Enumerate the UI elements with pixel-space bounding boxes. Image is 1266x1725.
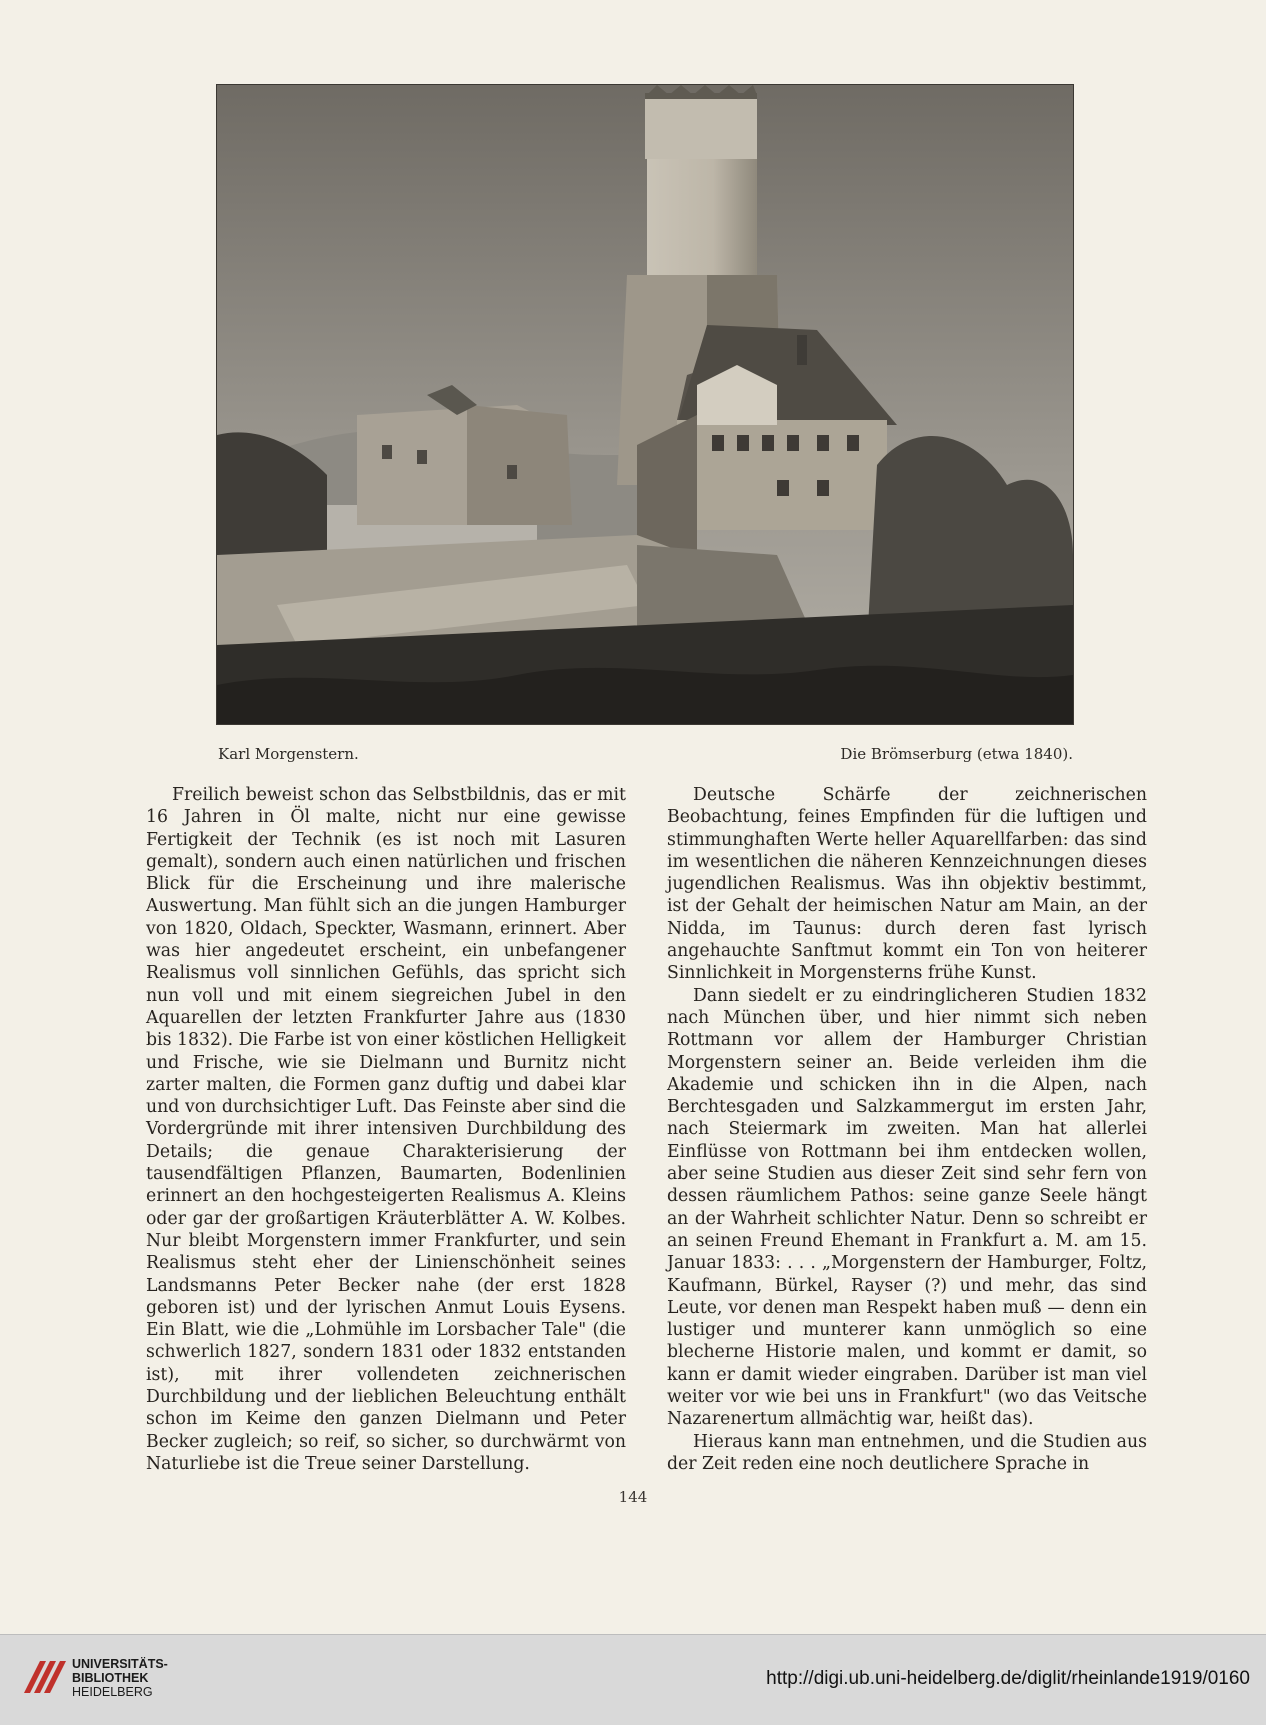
castle-illustration bbox=[217, 85, 1073, 724]
text-column-left bbox=[146, 784, 626, 1475]
paragraph: Dann siedelt er zu eindringlicheren Studien 1832 nach München über, und hier nimmt sich neben Rottmann vor allem der Hamburger Christian Morgenstern seiner an. Beide verleiden ihm die Akademie und schicken ihn in die Alpen, nach Berchtesgaden und Salzkammergut im ersten Jahr, nach Steiermark im zweiten. Man hat allerlei Einflüsse von Rottmann bei ihm entdecken wollen, aber seine Studien aus dieser Zeit sind sehr fern von dessen räumlichem Pathos: seine ganze Seele hängt an der Wahrheit schlichter Natur. Denn so schreibt er an seinen Freund Ehemant in Frankfurt a. M. am 15. Januar 1833: . . . „Morgenstern der Hamburger, Foltz, Kaufmann, Bürkel, Rayser (?) und mehr, das sind Leute, vor denen man Respekt haben muß — denn ein lustiger und munterer kann unmöglich so eine blecherne Historie malen, und kommt er damit, so kann er damit wieder eingraben. Darüber ist man viel weiter vor wie bei uns in Frankfurt" (wo das Veitsche Nazarenertum allmächtig war, heißt das). bbox=[667, 985, 1147, 1430]
paragraph: Deutsche Schärfe der zeichnerischen Beobachtung, feines Empfinden für die luftigen und stimmunghaften Werte heller Aquarellfarben: das sind im wesentlichen die näheren Kennzeichnungen dieses jugendlichen Realismus. Was ihn objektiv bestimmt, ist der Gehalt der heimischen Natur am Main, an der Nidda, im Taunus: durch deren fast lyrisch angehauchte Sanftmut kommt ein Ton von heiterer Sinnlichkeit in Morgensterns frühe Kunst. bbox=[667, 785, 1147, 984]
library-name-line: UNIVERSITÄTS- bbox=[72, 1657, 168, 1671]
illustration-bromserburg bbox=[216, 84, 1074, 725]
paragraph: Freilich beweist schon das Selbstbildnis, das er mit 16 Jahren in Öl malte, nicht nur eine gewisse Fertigkeit der Technik (es ist noch mit Lasuren gemalt), sondern auch einen natürlichen und frischen Blick für die Erscheinung und ihre malerische Auswertung. Man fühlt sich an die jungen Hamburger von 1820, Oldach, Speckter, Wasmann, erinnert. Aber was hier angedeutet erscheint, ein unbefangener Realismus voll sinnlichen Gefühls, das spricht sich nun voll und mit einem siegreichen Jubel in den Aquarellen der letzten Frankfurter Jahre aus (1830 bis 1832). Die Farbe ist von einer köstlichen Helligkeit und Frische, wie sie Dielmann und Burnitz nicht zarter malten, die Formen ganz duftig und dabei klar und von durchsichtiger Luft. Das Feinste aber sind die Vordergründe mit ihrer intensiven Durchbildung des Details; die genaue Charakterisierung der tausendfältigen Pflanzen, Baumarten, Bodenlinien erinnert an den hochgesteigerten Realismus A. Kleins oder gar der großartigen Kräuterblätter A. W. Kolbes. Nur bleibt Morgenstern immer Frankfurter, und sein Realismus steht eher der Linienschönheit seines Landsmanns Peter Becker nahe (der erst 1828 geboren ist) und der lyrischen Anmut Louis Eysens. Ein Blatt, wie die „Lohmühle im Lorsbacher Tale" (die schwerlich 1827, sondern 1831 oder 1832 entstanden ist), mit ihrer vollendeten zeichnerischen Durchbildung und der lieblichen Beleuchtung enthält schon im Keime den ganzen Dielmann und Peter Becker zugleich; so reif, so sicher, so durchwärmt von Naturliebe ist die Treue seiner Darstellung. bbox=[146, 785, 626, 1474]
caption-title: Die Brömserburg (etwa 1840). bbox=[840, 745, 1073, 763]
ub-heidelberg-logo-icon[interactable] bbox=[20, 1653, 68, 1701]
library-name[interactable] bbox=[72, 1657, 168, 1699]
library-footer bbox=[0, 1634, 1266, 1725]
page-number: 144 bbox=[618, 1488, 648, 1506]
text-column-right bbox=[667, 784, 1147, 1475]
library-name-line: BIBLIOTHEK bbox=[72, 1671, 149, 1685]
caption-artist: Karl Morgenstern. bbox=[218, 745, 359, 763]
library-name-line: HEIDELBERG bbox=[72, 1685, 153, 1699]
document-url-link[interactable]: http://digi.ub.uni-heidelberg.de/diglit/rheinlande1919/0160 bbox=[766, 1668, 1250, 1689]
paragraph: Hieraus kann man entnehmen, und die Studien aus der Zeit reden eine noch deutlichere Sprache in bbox=[667, 1431, 1147, 1474]
